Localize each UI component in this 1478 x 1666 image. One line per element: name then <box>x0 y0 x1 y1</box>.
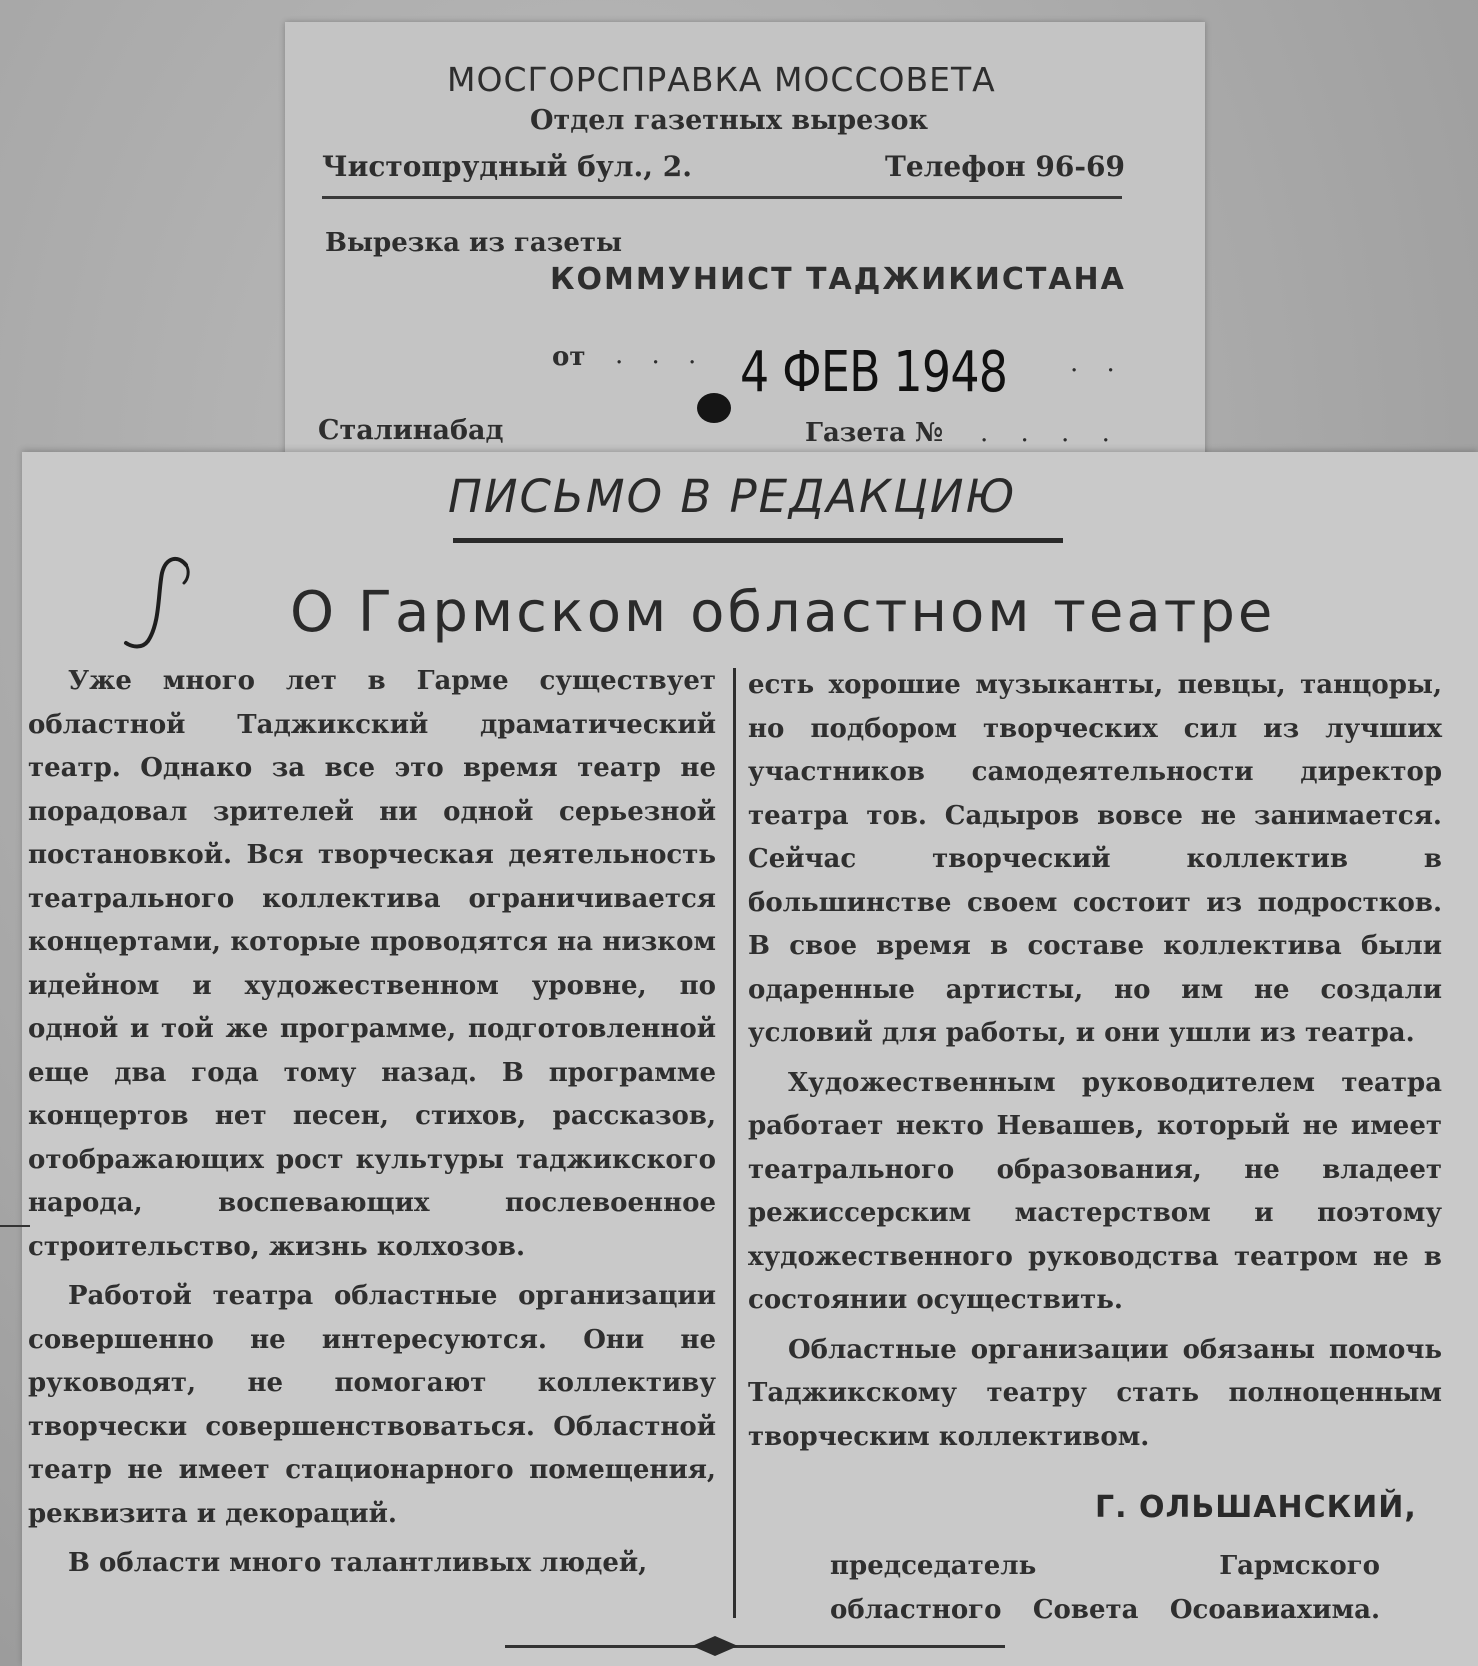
paragraph: В области много талантливых людей, <box>68 1548 648 1578</box>
clipping-source-label: Вырезка из газеты <box>325 228 623 258</box>
article-column-right <box>748 664 1442 1459</box>
paragraph: Уже много лет в Гарме существует областной Таджикский драматический театр. Однако за все это время театр не порадовал зрителей ни одной серьезной постановкой. Вся творческая деятельность театрального коллектива ограничивается концертами, которые проводятся на низком идейном и художественном уровне, по одной и той же программе, подготовленной еще два года тому назад. В программе концертов нет песен, стихов, рассказов, отображающих рост культуры таджикского народа, воспевающих послевоенное строительство, жизнь колхозов. <box>28 666 716 1262</box>
date-stamp: 4 ФЕВ 1948 <box>740 340 1008 405</box>
ink-blot-icon <box>697 393 731 423</box>
date-dots-trailing: . . <box>1070 348 1125 378</box>
date-label: от <box>552 342 586 372</box>
paragraph: есть хорошие музыканты, певцы, танцоры, но подбором творческих сил из лучших участников самодеятельности директор театра тов. Садыров вовсе не занимается. Сейчас творческий коллектив в большинстве своем состоит из подростков. В свое время в составе коллектива были одаренные артисты, но им не создали условий для работы, и они ушли из театра. <box>748 670 1442 1048</box>
city-name: Сталинабад <box>318 415 504 446</box>
paragraph: Работой театра областные организации совершенно не интересуются. Они не руководят, не помогают коллективу творчески совершенствоваться. Областной театр не имеет стационарного помещения, реквизита и декораций. <box>28 1281 716 1529</box>
author-title: председатель Гармского областного Совета Осоавиахима. <box>830 1551 1380 1625</box>
bureau-phone: Телефон 96-69 <box>885 150 1125 183</box>
handwritten-bracket-icon <box>118 553 198 653</box>
article-column-left <box>28 660 716 1586</box>
margin-tick <box>0 1225 30 1227</box>
issue-number-dots: . . . . <box>980 418 1122 448</box>
author-signature: Г. ОЛЬШАНСКИЙ, <box>1095 1490 1417 1525</box>
bureau-address: Чистопрудный бул., 2. <box>322 150 692 183</box>
article-rubric: ПИСЬМО В РЕДАКЦИЮ <box>448 470 1017 523</box>
rubric-underline <box>453 538 1063 543</box>
column-divider <box>733 668 736 1618</box>
bureau-name: МОСГОРСПРАВКА МОССОВЕТА <box>447 60 996 99</box>
bureau-department: Отдел газетных вырезок <box>530 105 928 136</box>
bottom-rule <box>505 1645 1005 1648</box>
newspaper-name: КОММУНИСТ ТАДЖИКИСТАНА <box>550 262 1126 297</box>
header-divider <box>322 196 1122 199</box>
article-title: О Гармском областном театре <box>290 580 1276 645</box>
ornament-icon <box>690 1634 740 1658</box>
paragraph: Областные организации обязаны помочь Таджикскому театру стать полноценным творческим коллективом. <box>748 1334 1442 1452</box>
paragraph: Художественным руководителем театра работает некто Невашев, который не имеет театрального образования, не владеет режиссерским мастерством и поэтому художественного руководства театром не в состоянии осуществить. <box>748 1067 1442 1315</box>
issue-number-label: Газета № <box>805 418 944 448</box>
date-dots: . . . <box>615 340 707 370</box>
